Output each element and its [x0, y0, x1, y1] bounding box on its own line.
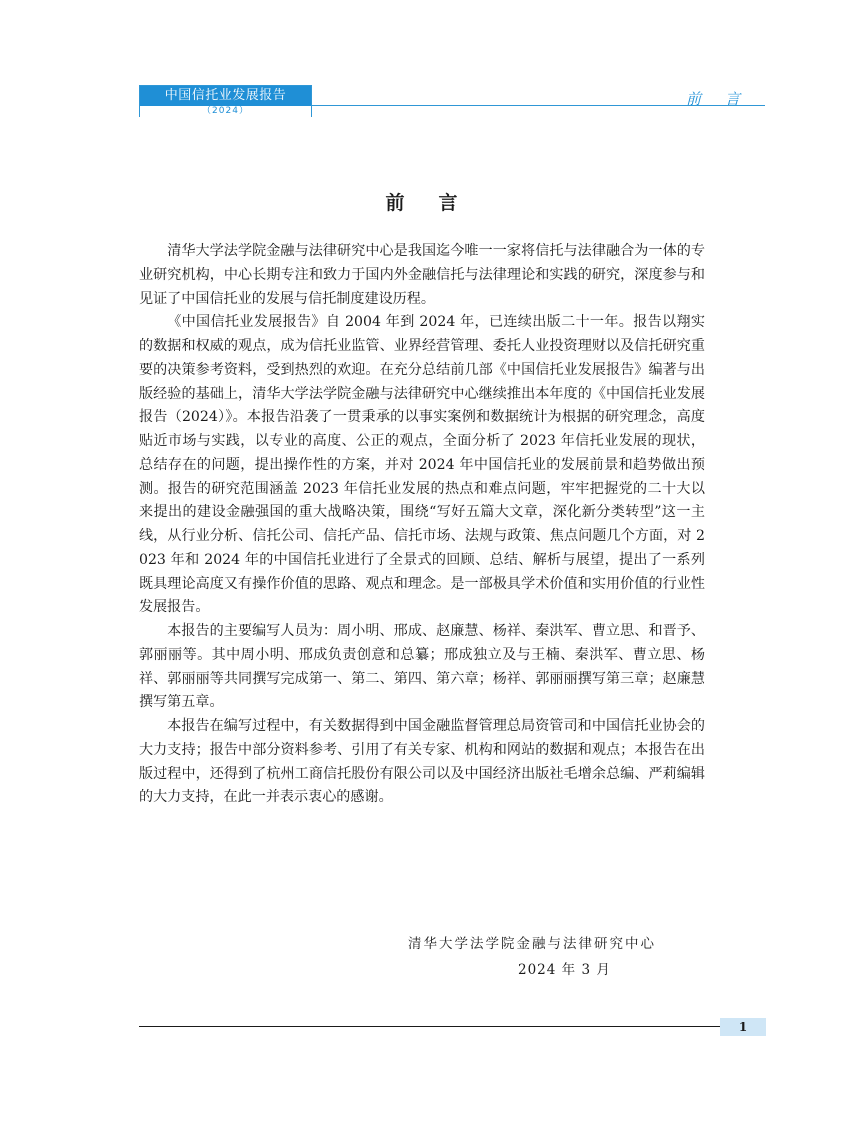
signature-date: 2024 年 3 月	[518, 962, 611, 978]
page-title: 前言	[385, 192, 492, 214]
book-year: （2024）	[140, 106, 311, 117]
book-title: 中国信托业发展报告	[140, 86, 311, 106]
paragraph: 本报告的主要编写人员为：周小明、邢成、赵廉慧、杨祥、秦洪军、曹立思、和晋予、郭丽丽等。其中周小明、邢成负责创意和总纂；邢成独立及与王楠、秦洪军、曹立思、杨祥、郭丽丽等共同撰写完成第一、第二、第四、第六章；杨祥、郭丽丽撰写第三章；赵廉慧撰写第五章。	[139, 623, 705, 711]
body-text	[139, 240, 705, 810]
paragraph: 《中国信托业发展报告》自 2004 年到 2024 年，已连续出版二十一年。报告以翔实的数据和权威的观点，成为信托业监管、业界经营管理、委托人业投资理财以及信托研究重要的决策参考资料，受到热烈的欢迎。在充分总结前几部《中国信托业发展报告》编著与出版经验的基础上，清华大学法学院金融与法律研究中心继续推出本年度的《中国信托业发展报告（2024）》。本报告沿袭了一贯秉承的以事实案例和数据统计为根据的研究理念，高度贴近市场与实践，以专业的高度、公正的观点，全面分析了 2023 年信托业发展的现状，总结存在的问题，提出操作性的方案，并对 2024 年中国信托业的发展前景和趋势做出预测。报告的研究范围涵盖 2023 年信托业发展的热点和难点问题，牢牢把握党的二十大以来提出的建设金融强国的重大战略决策，围绕“写好五篇大文章，深化新分类转型”这一主线，从行业分析、信托公司、信托产品、信托市场、法规与政策、焦点问题几个方面，对 2023 年和 2024 年的中国信托业进行了全景式的回顾、总结、解析与展望，提出了一系列既具理论高度又有操作价值的思路、观点和理念。是一部极具学术价值和实用价值的行业性发展报告。	[139, 314, 705, 616]
running-header-book-label	[139, 85, 312, 117]
paragraph: 清华大学法学院金融与法律研究中心是我国迄今唯一一家将信托与法律融合为一体的专业研究机构，中心长期专注和致力于国内外金融信托与法律理论和实践的研究，深度参与和见证了中国信托业的发展与信托制度建设历程。	[139, 243, 705, 307]
footer-rule	[139, 1026, 720, 1027]
paragraph: 本报告在编写过程中，有关数据得到中国金融监督管理总局资管司和中国信托业协会的大力支持；报告中部分资料参考、引用了有关专家、机构和网站的数据和观点；本报告在出版过程中，还得到了杭州工商信托股份有限公司以及中国经济出版社毛增余总编、严莉编辑的大力支持，在此一并表示衷心的感谢。	[139, 718, 705, 806]
page-number: 1	[720, 1018, 766, 1036]
signature-organization: 清华大学法学院金融与法律研究中心	[408, 936, 656, 952]
running-header-section: 前言	[686, 90, 765, 108]
